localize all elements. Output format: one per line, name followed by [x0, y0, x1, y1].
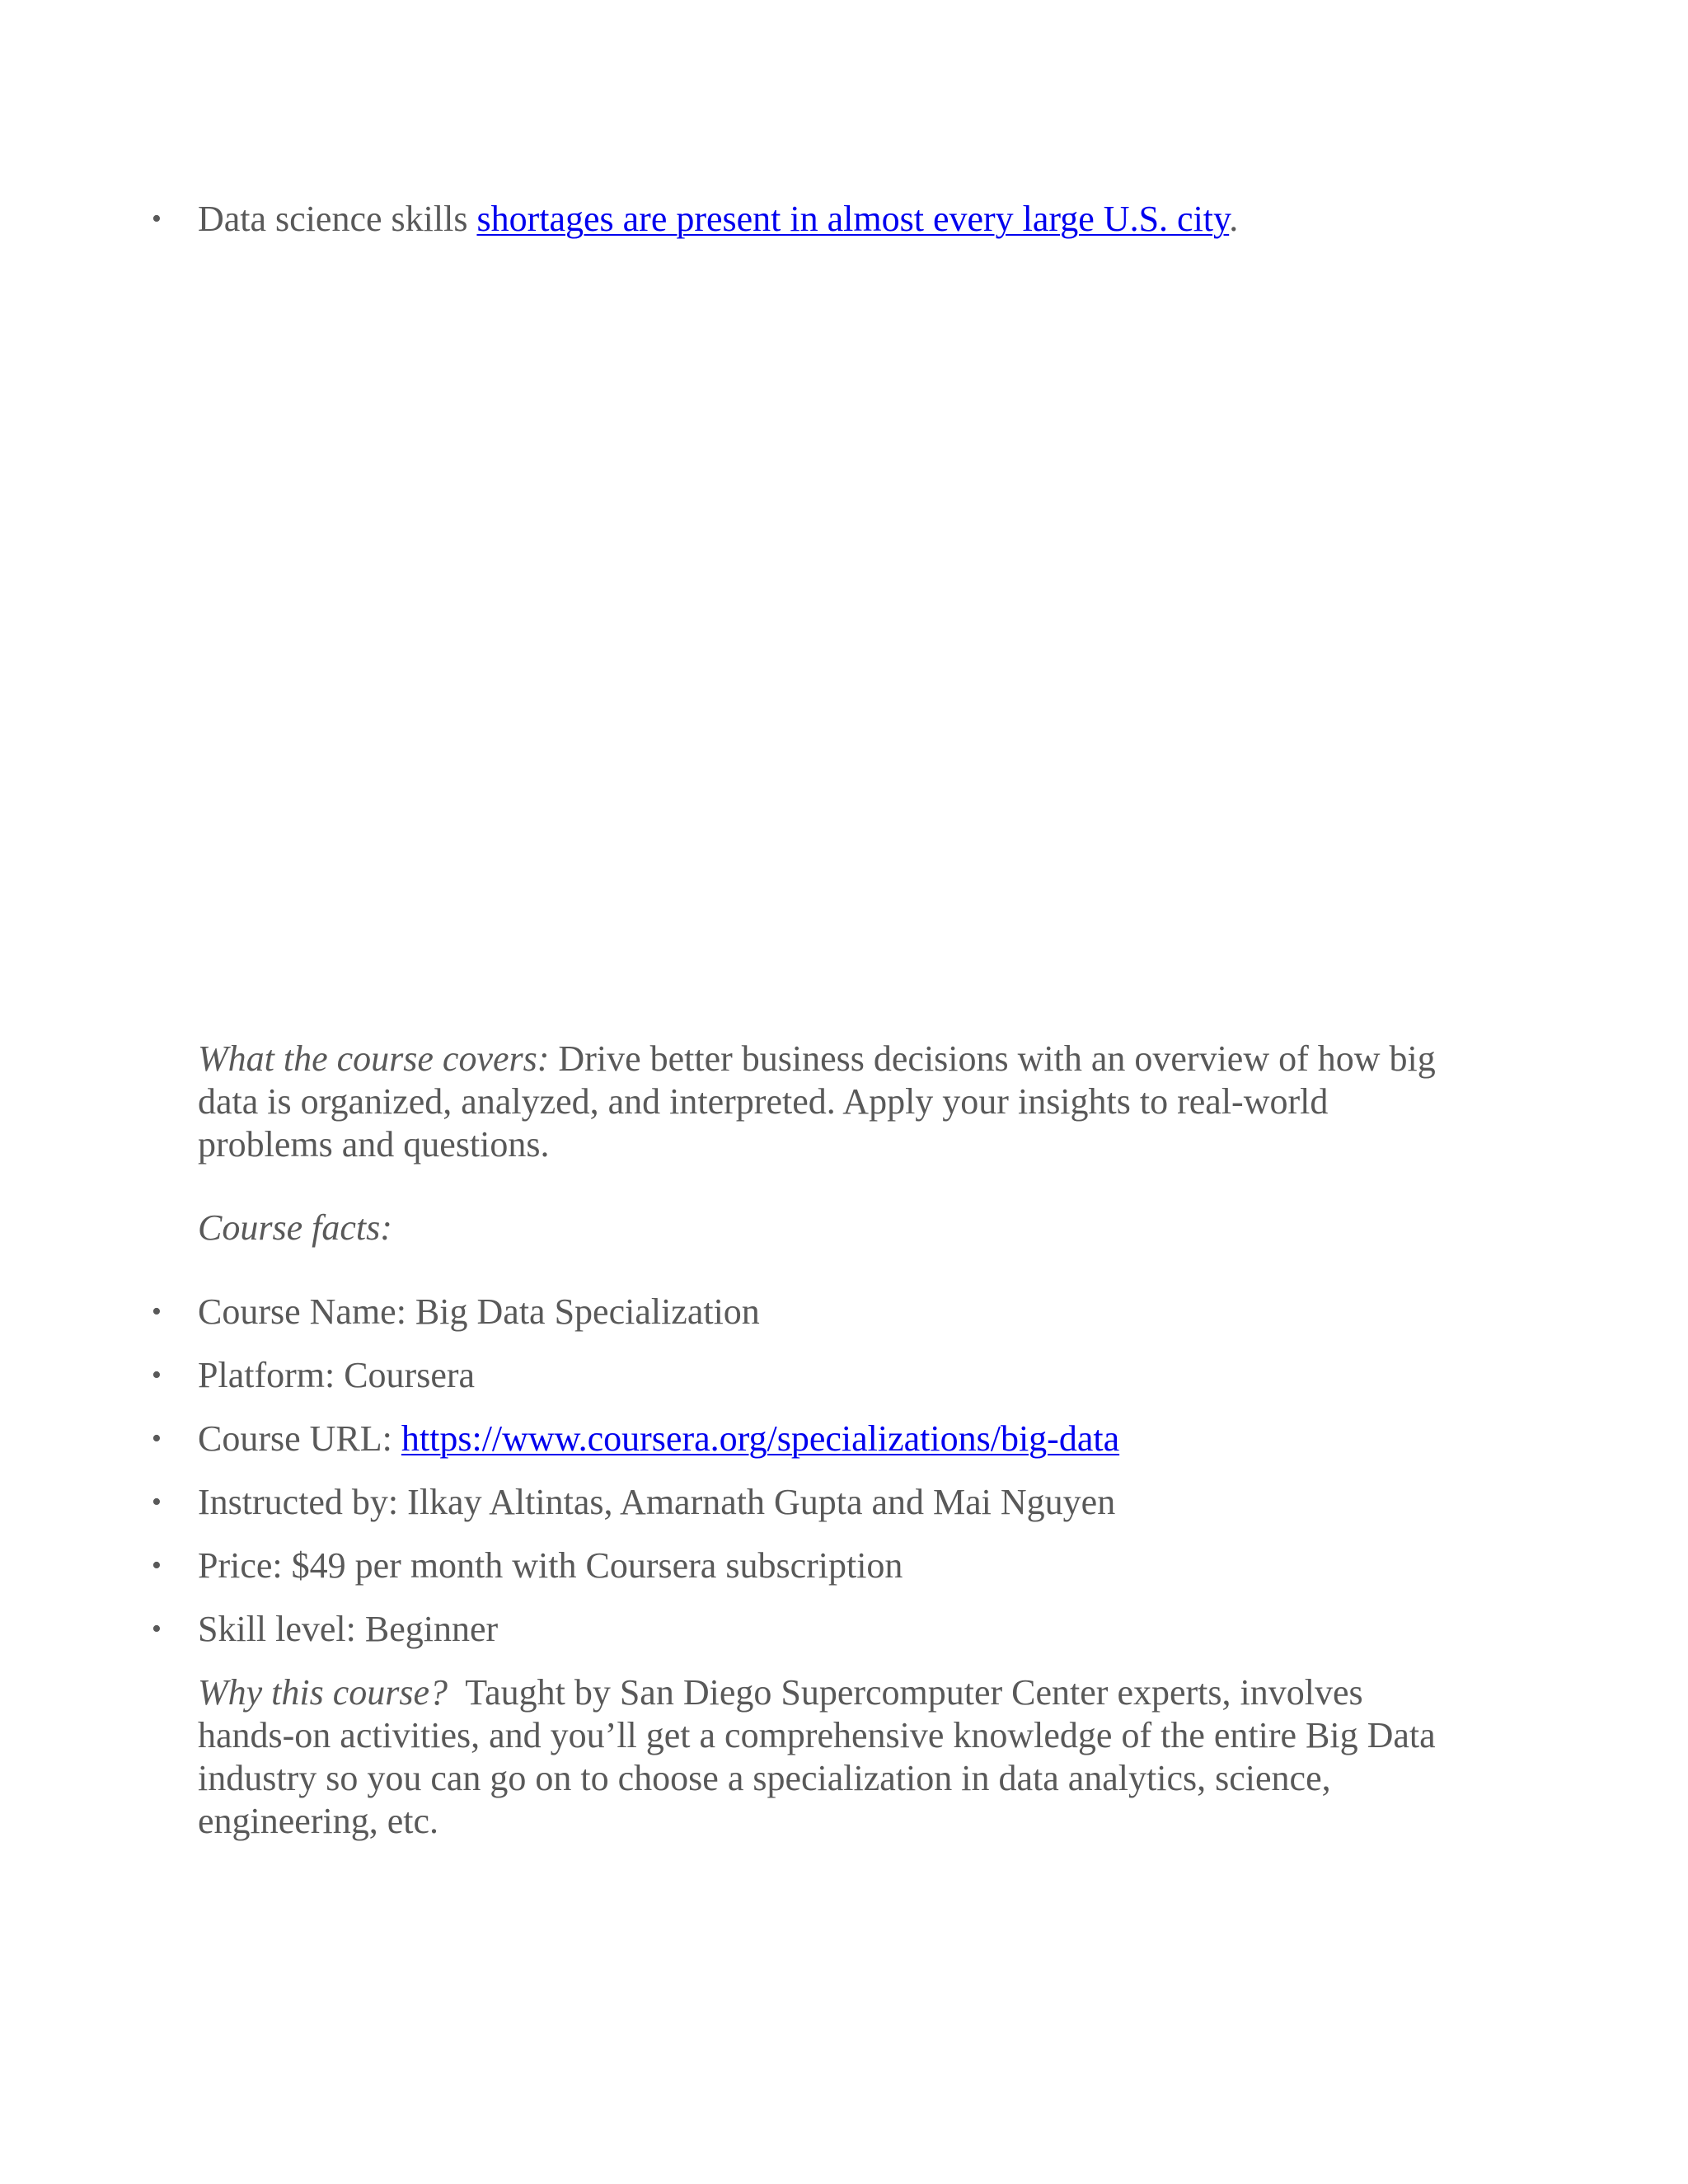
fact-item-name	[0, 1291, 1688, 1333]
fact-item-price	[0, 1544, 1688, 1587]
fact-price-text: Price: $49 per month with Coursera subscription	[198, 1545, 903, 1586]
fact-item-url	[0, 1418, 1688, 1460]
course-covers-paragraph	[198, 1038, 1484, 1166]
bullet-icon: •	[152, 1550, 162, 1581]
why-course-label: Why this course?	[198, 1672, 448, 1713]
course-url-link[interactable]: https://www.coursera.org/specializations/big-data	[401, 1418, 1120, 1459]
course-covers-line-1	[198, 1038, 1484, 1080]
course-facts-heading	[198, 1207, 1484, 1249]
course-covers-text-1: Drive better business decisions with an overview of how big	[549, 1038, 1436, 1079]
why-course-paragraph	[198, 1671, 1484, 1843]
fact-url-label: Course URL:	[198, 1418, 401, 1459]
why-course-line-2: hands-on activities, and you’ll get a comprehensive knowledge of the entire Big Data	[198, 1715, 1436, 1755]
intro-prefix: Data science skills	[198, 199, 477, 239]
bullet-icon: •	[152, 1487, 162, 1517]
fact-item-skill-level	[0, 1608, 1688, 1651]
course-covers-line-3: problems and questions.	[198, 1124, 550, 1165]
fact-name-text: Course Name: Big Data Specialization	[198, 1291, 760, 1332]
why-course-line-3: industry so you can go on to choose a specialization in data analytics, science,	[198, 1758, 1331, 1798]
fact-skill-level-text: Skill level: Beginner	[198, 1609, 499, 1649]
intro-suffix: .	[1229, 199, 1239, 239]
fact-platform-text: Platform: Coursera	[198, 1355, 476, 1395]
fact-item-instructors	[0, 1481, 1688, 1524]
bullet-icon: •	[152, 1296, 162, 1327]
fact-url-text	[198, 1418, 1119, 1460]
course-covers-label: What the course covers:	[198, 1038, 550, 1079]
why-course-line-4: engineering, etc.	[198, 1801, 438, 1841]
intro-bullet-item	[0, 198, 1688, 241]
course-covers-line-2: data is organized, analyzed, and interpreted. Apply your insights to real-world	[198, 1081, 1329, 1122]
course-facts-label: Course facts:	[198, 1207, 392, 1248]
fact-instructors-text: Instructed by: Ilkay Altintas, Amarnath Gupta and Mai Nguyen	[198, 1482, 1116, 1522]
why-course-text-1: Taught by San Diego Supercomputer Center experts, involves	[448, 1672, 1363, 1713]
bullet-icon: •	[152, 1423, 162, 1454]
fact-item-platform	[0, 1354, 1688, 1397]
bullet-icon: •	[152, 1360, 162, 1390]
shortages-link[interactable]: shortages are present in almost every large U.S. city	[476, 199, 1230, 239]
bullet-icon: •	[152, 204, 162, 234]
intro-bullet-text	[198, 198, 1238, 241]
why-course-line-1	[198, 1671, 1484, 1714]
bullet-icon: •	[152, 1614, 162, 1644]
